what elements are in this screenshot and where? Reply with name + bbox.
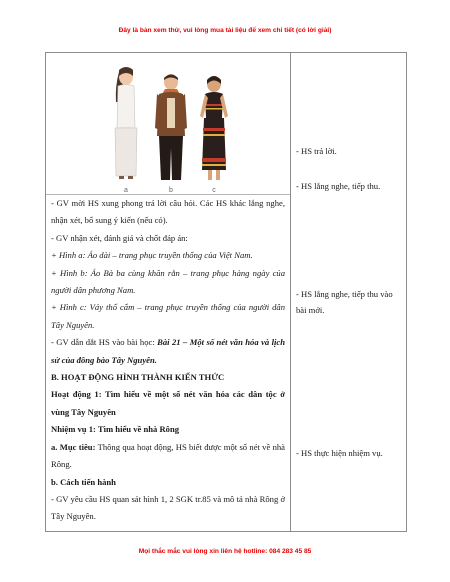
answer-figure-a: + Hình a: Áo dài – trang phục truyền thống của Việt Nam. bbox=[51, 250, 253, 261]
figure-label-a: a bbox=[124, 187, 128, 194]
student-response-3: - HS lắng nghe, tiếp thu vào bài mới. bbox=[296, 289, 393, 315]
column-divider bbox=[290, 53, 291, 531]
objective-paragraph: a. Mục tiêu: Thông qua hoạt động, HS biết được một số nét về nhà Rông. bbox=[51, 441, 285, 470]
preview-banner: Đây là bản xem thử, vui lòng mua tài liệu để xem chi tiết (có lời giải) bbox=[118, 27, 332, 34]
teacher-activities bbox=[51, 195, 285, 526]
traditional-costume-illustration bbox=[101, 58, 246, 194]
method-paragraph: - GV yêu cầu HS quan sát hình 1, 2 SGK tr.85 và mô tả nhà Rông ở Tây Nguyên. bbox=[51, 493, 285, 522]
figure-c-tho-cam bbox=[200, 76, 228, 180]
figure-b-ao-ba-ba bbox=[155, 74, 187, 180]
task-1-heading: Nhiệm vụ 1: Tìm hiểu về nhà Rông bbox=[51, 424, 180, 435]
answer-figure-b: + Hình b: Áo Bà ba cùng khăn rằn – trang phục hàng ngày của người dân phương Nam. bbox=[51, 267, 285, 296]
answer-figure-c: + Hình c: Váy thổ cẩm – trang phục truyền thống của người dân Tây Nguyên. bbox=[51, 302, 285, 330]
lesson-table bbox=[45, 52, 407, 532]
hotline-banner: Mọi thắc mắc vui lòng xin liên hệ hotline: 084 283 45 85 bbox=[138, 548, 312, 555]
student-response-2: - HS lắng nghe, tiếp thu. bbox=[296, 181, 381, 191]
paragraph-gv-evaluate: - GV nhận xét, đánh giá và chốt đáp án: bbox=[51, 232, 188, 243]
figure-a-ao-dai bbox=[115, 67, 137, 179]
figure-label-b: b bbox=[169, 187, 173, 194]
section-heading-b: B. HOẠT ĐỘNG HÌNH THÀNH KIẾN THỨC bbox=[51, 372, 225, 383]
lesson-title: Bài 21 – Một số nét văn hóa và lịch sử của đồng bào Tây Nguyên. bbox=[51, 337, 285, 365]
student-response-4: - HS thực hiện nhiệm vụ. bbox=[296, 448, 383, 458]
method-heading: b. Cách tiến hành bbox=[51, 476, 116, 487]
activity-1-heading: Hoạt động 1: Tìm hiểu về một số nét văn hóa các dân tộc ở vùng Tây Nguyên bbox=[51, 389, 285, 417]
paragraph-gv-invite: - GV mời HS xung phong trả lời câu hỏi. Các HS khác lắng nghe, nhận xét, bổ sung ý kiến (nếu có). bbox=[51, 198, 285, 226]
student-response-1: - HS trả lời. bbox=[296, 146, 337, 156]
figure-label-c: c bbox=[212, 187, 216, 194]
paragraph-lesson-intro: - GV dẫn dắt HS vào bài học: Bài 21 – Một số nét văn hóa và lịch sử của đồng bào Tây Nguyên. bbox=[51, 337, 285, 365]
